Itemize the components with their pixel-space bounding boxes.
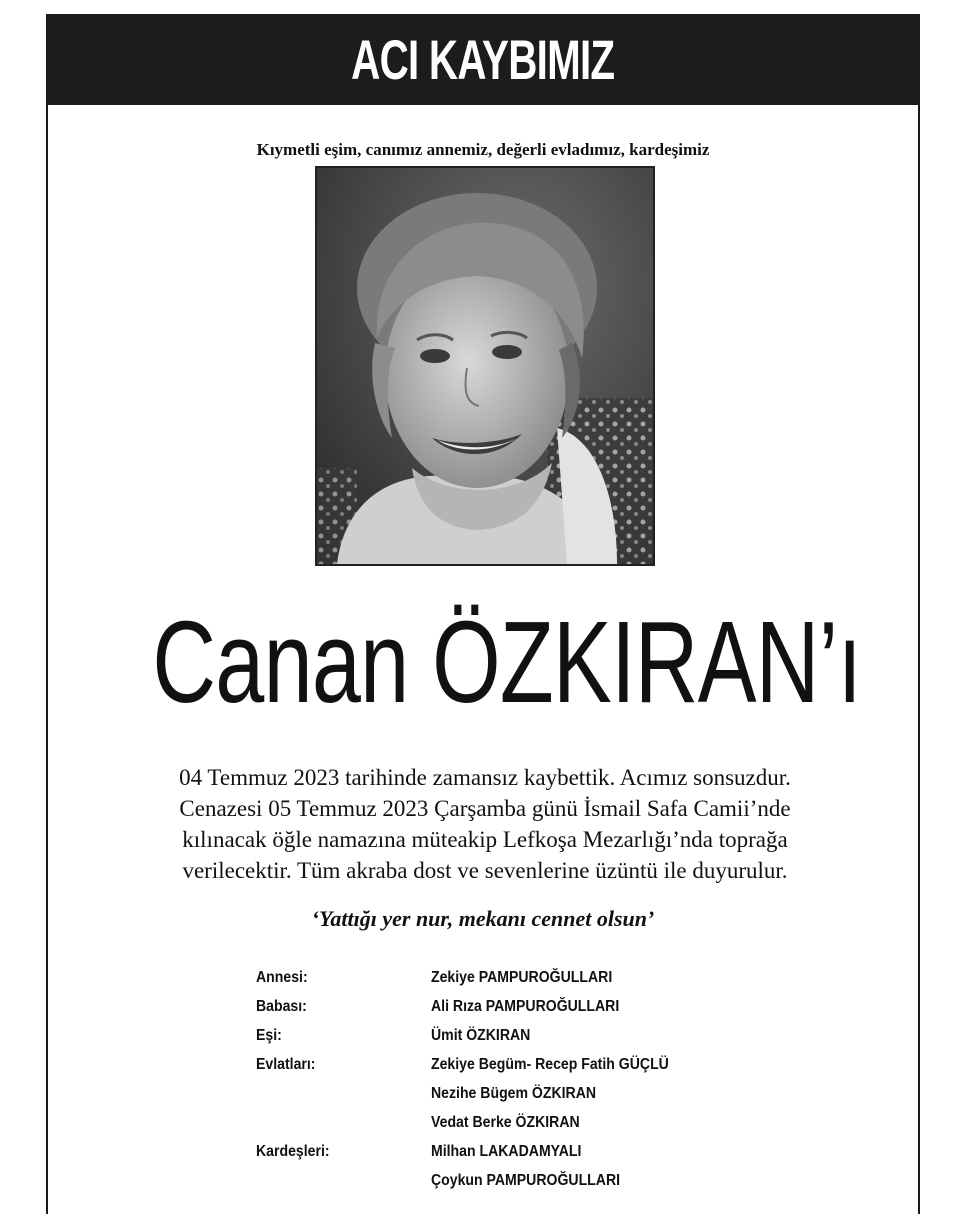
family-member: Nezihe Bügem ÖZKIRAN xyxy=(431,1085,597,1102)
family-list xyxy=(256,969,701,1201)
family-member: Ali Rıza PAMPUROĞULLARI xyxy=(431,998,620,1015)
prayer-quote: ‘Yattığı yer nur, mekanı cennet olsun’ xyxy=(311,906,655,931)
family-row-spouse xyxy=(256,1027,701,1056)
family-row-siblings xyxy=(256,1143,701,1201)
family-member: Vedat Berke ÖZKIRAN xyxy=(431,1114,580,1131)
deceased-name: Canan ÖZKIRAN’ı xyxy=(152,597,862,727)
family-member: Ümit ÖZKIRAN xyxy=(431,1027,531,1044)
announcement-text xyxy=(78,762,892,886)
banner xyxy=(48,14,918,105)
family-label: Babası: xyxy=(256,998,307,1015)
family-member: Zekiye Begüm- Recep Fatih GÜÇLÜ xyxy=(431,1056,669,1073)
family-label: Eşi: xyxy=(256,1027,282,1044)
family-row-children xyxy=(256,1056,701,1143)
obituary-frame xyxy=(46,14,920,1214)
portrait-photo xyxy=(315,166,655,566)
family-row-father xyxy=(256,998,701,1027)
family-label: Annesi: xyxy=(256,969,308,986)
family-row-mother xyxy=(256,969,701,998)
announcement-line: kılınacak öğle namazına müteakip Lefkoşa Mezarlığı’nda toprağa xyxy=(182,827,788,852)
family-member: Milhan LAKADAMYALI xyxy=(431,1143,582,1160)
family-member: Çoykun PAMPUROĞULLARI xyxy=(431,1172,621,1189)
family-label: Kardeşleri: xyxy=(256,1143,330,1160)
announcement-line: verilecektir. Tüm akraba dost ve sevenlerine üzüntü ile duyurulur. xyxy=(182,858,788,883)
portrait-image xyxy=(317,168,653,564)
subtitle: Kıymetli eşim, canımız annemiz, değerli evladımız, kardeşimiz xyxy=(256,140,710,159)
announcement-line: 04 Temmuz 2023 tarihinde zamansız kaybettik. Acımız sonsuzdur. xyxy=(179,765,791,790)
family-label: Evlatları: xyxy=(256,1056,316,1073)
banner-title: ACI KAYBIMIZ xyxy=(351,28,615,91)
family-member: Zekiye PAMPUROĞULLARI xyxy=(431,969,613,986)
announcement-line: Cenazesi 05 Temmuz 2023 Çarşamba günü İsmail Safa Camii’nde xyxy=(179,796,791,821)
